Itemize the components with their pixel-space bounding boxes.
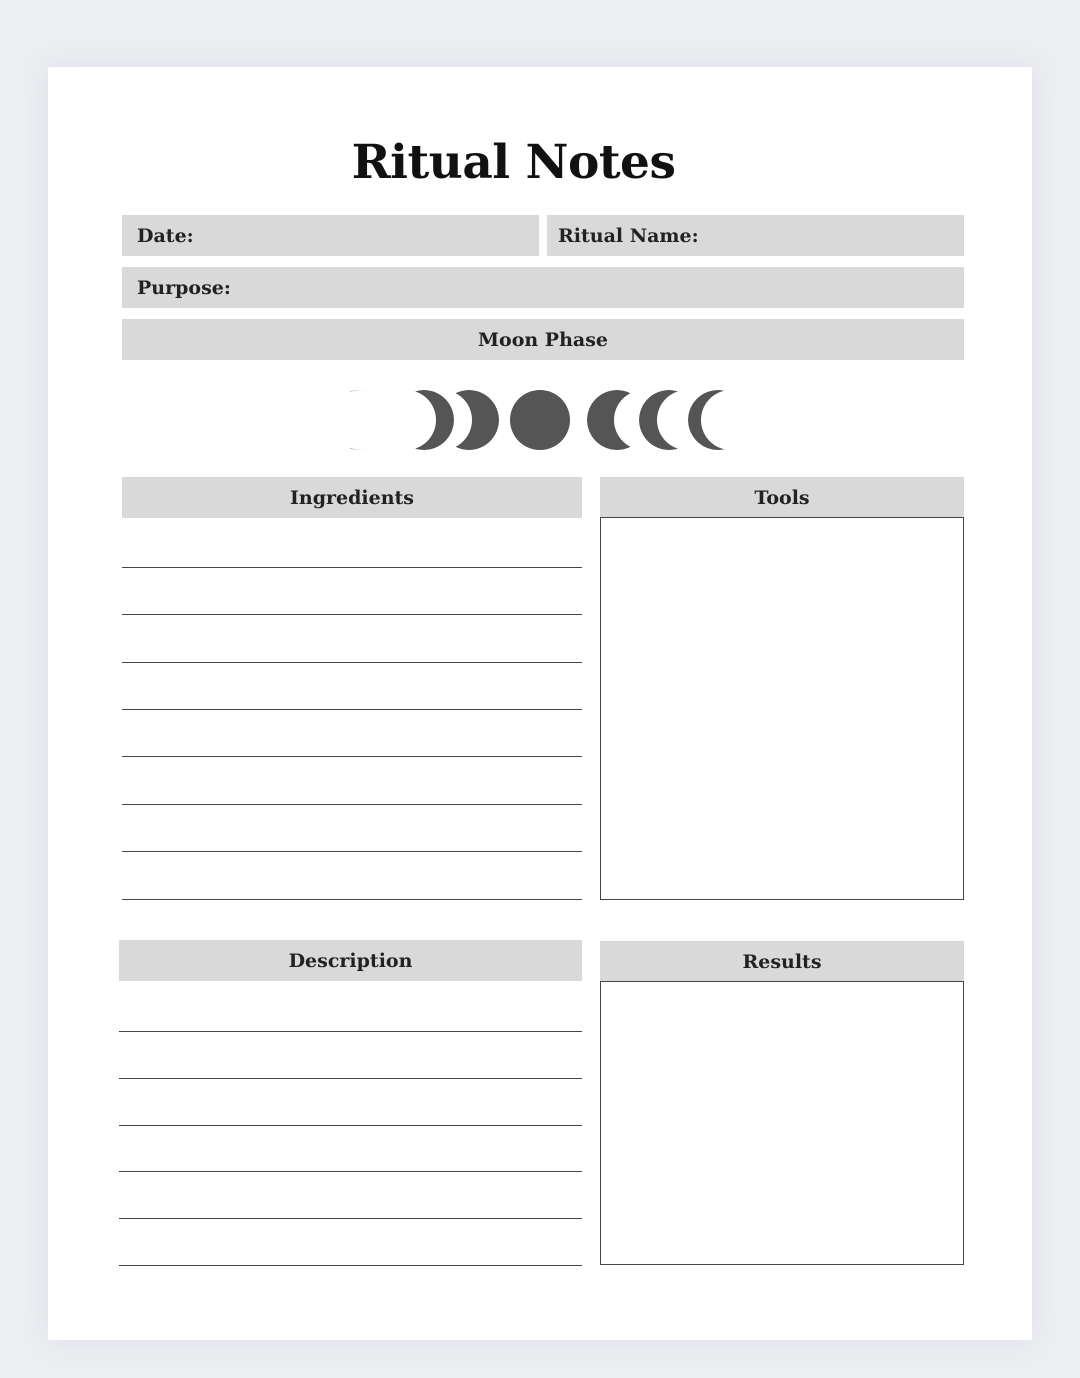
moon-phase-label: Moon Phase [477,328,608,351]
waning-crescent-icon [350,390,390,450]
moon-phase-header [122,319,964,360]
ingredients-line[interactable] [122,662,582,663]
ingredients-line[interactable] [122,614,582,615]
description-header [119,940,582,981]
description-line[interactable] [119,1031,582,1032]
ingredients-line[interactable] [122,756,582,757]
waxing-crescent-icon [688,390,730,450]
description-line[interactable] [119,1078,582,1079]
results-header [600,941,964,982]
ingredients-line[interactable] [122,567,582,568]
tools-label: Tools [754,486,810,509]
page-title: Ritual Notes [351,135,676,190]
description-line[interactable] [119,1218,582,1219]
description-label: Description [288,949,413,972]
waning-gibbous-icon [439,390,499,450]
date-field[interactable] [122,215,539,256]
moon-phases-row [350,380,730,460]
purpose-field[interactable] [122,267,964,308]
ingredients-label: Ingredients [290,486,414,509]
ingredients-line[interactable] [122,709,582,710]
purpose-label: Purpose: [137,276,231,299]
ingredients-line[interactable] [122,899,582,900]
ingredients-header [122,477,582,518]
ingredients-line[interactable] [122,851,582,852]
results-box[interactable] [600,981,964,1265]
ingredients-line[interactable] [122,804,582,805]
description-line[interactable] [119,1265,582,1266]
description-line[interactable] [119,1171,582,1172]
description-line[interactable] [119,1125,582,1126]
tools-box[interactable] [600,517,964,900]
ritual-name-field[interactable] [547,215,964,256]
ritual-name-label: Ritual Name: [558,224,699,247]
date-label: Date: [137,224,194,247]
full-moon-icon [510,390,570,450]
waxing-gibbous-icon [587,390,647,450]
tools-header [600,477,964,518]
results-label: Results [742,950,822,973]
